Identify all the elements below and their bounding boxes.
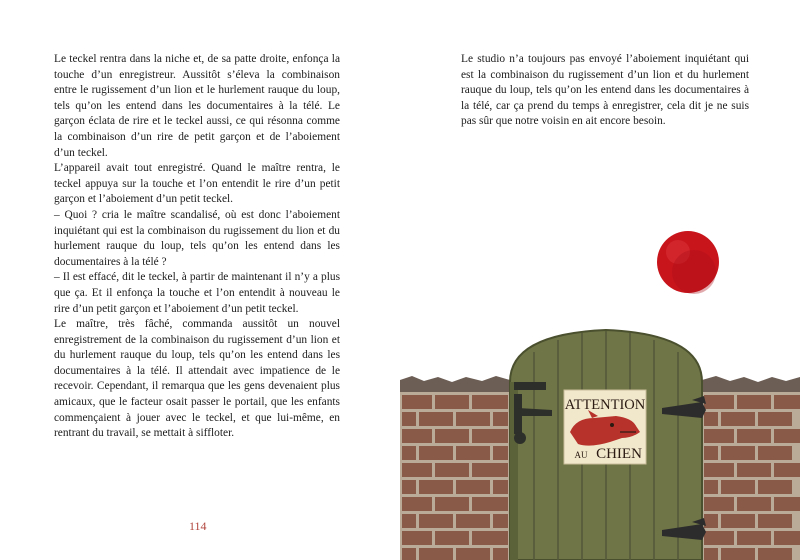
illustration-svg: [400, 0, 800, 560]
page-number: 114: [189, 519, 207, 533]
sign-line-attention: ATTENTION: [564, 397, 646, 413]
red-ball-icon: [657, 231, 719, 294]
paragraph: – Quoi ? cria le maître scandalisé, où est donc l’aboiement inquiétant qui est la combinaison du rugissement du lion et du hurlement rauque du loup, tels qu’on les entend dans les documentaires à la télé ?: [54, 208, 340, 268]
garden-gate-illustration: [400, 0, 800, 560]
paragraph: Le maître, très fâché, commanda aussitôt un nouvel enregistrement de la combinaison du rugissement d’un lion et du hurlement rauque du loup, tels qu’on les entend dans les documentaires à la télé. Il attendait avec impatience de le recevoir. Cependant, il remarqua que les gens devenaient plus amicaux, que le facteur osait passer le portail, que les enfants commençaient à jouer avec le teckel, et que lui-même, en rentrant du travail, se mettait à siffloter.: [54, 318, 340, 440]
right-brick-wall: [702, 376, 800, 560]
paragraph: Le teckel rentra dans la niche et, de sa patte droite, enfonça la touche d’un enregistreur. Aussitôt s’éleva la combinaison entre le rugissement d’un lion et le hurlement rauque du loup, tels qu’on les entend dans les documentaires à la télé. Le garçon éclata de rire et le teckel aussi, ce qui résonna comme la combinaison d’un rire de petit garçon et de l’aboiement d’un teckel.: [54, 53, 340, 159]
paragraph: Le studio n’a toujours pas envoyé l’aboiement inquiétant qui est la combinaison du rugissement d’un lion et du hurlement rauque du loup, tels qu’on les entend dans les documentaires à la télé, car ça prend du temps à enregistrer, cela dit je ne suis pas sûr que notre voisin en ait encore besoin.: [461, 53, 749, 128]
warning-sign: [564, 390, 646, 464]
left-page-text: [54, 52, 340, 442]
left-brick-wall: [400, 376, 510, 560]
paragraph: – Il est effacé, dit le teckel, à partir de maintenant il n’y a plus que ça. Et il enfonça la touche et l’on entendit à nouveau le rire d’un petit garçon et l’aboiement d’un petit teckel.: [54, 271, 340, 315]
sign-line-chien: CHIEN: [596, 446, 642, 462]
sign-line-au: AU: [574, 450, 588, 460]
paragraph: L’appareil avait tout enregistré. Quand le maître rentra, le teckel appuya sur la touche et l’on entendit le rire d’un petit garçon et l’aboiement d’un petit teckel.: [54, 162, 340, 206]
